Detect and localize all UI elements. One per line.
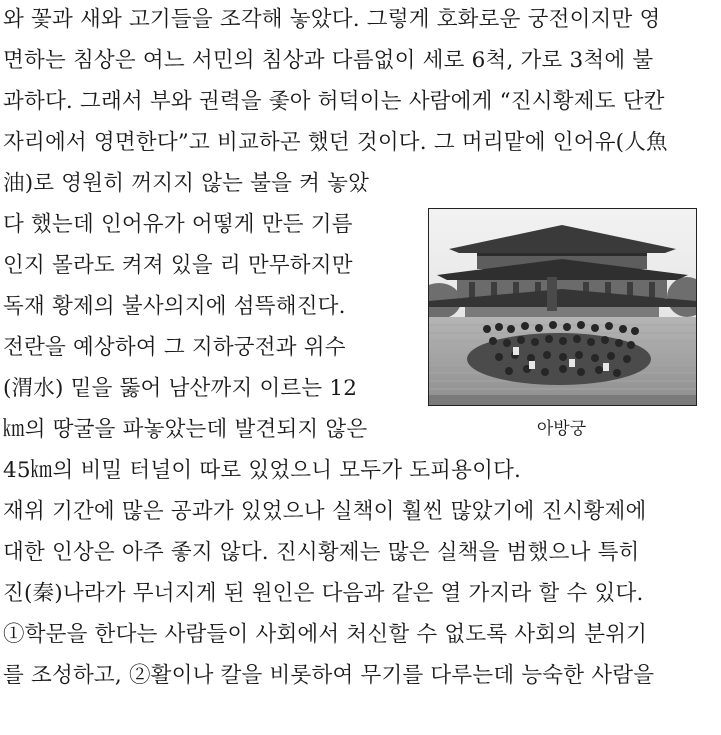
text-line: 재위 기간에 많은 공과가 있었으나 실책이 훨씬 많았기에 진시황제에 [3,499,647,524]
text-line: 45㎞의 비밀 터널이 따로 있었으니 모두가 도피용이다. [3,458,522,483]
text-line: 다 했는데 인어유가 어떻게 만든 기름 [3,212,353,237]
text-line: 와 꽃과 새와 고기들을 조각해 놓았다. 그렇게 호화로운 궁전이지만 영 [3,7,661,32]
figure-caption: 아방궁 [536,419,587,439]
text-line: 진(秦)나라가 무너지게 된 원인은 다음과 같은 열 가지라 할 수 있다. [3,581,644,606]
text-line: 독재 황제의 불사의지에 섬뜩해진다. [3,294,346,319]
text-line: 인지 몰라도 켜져 있을 리 만무하지만 [3,253,353,278]
text-line: 전란을 예상하여 그 지하궁전과 위수 [3,335,346,360]
epang-palace-photo [428,208,697,406]
text-line: 대한 인상은 아주 좋지 않다. 진시황제는 많은 실책을 범했으나 특히 [3,540,640,565]
text-line: ㎞의 땅굴을 파놓았는데 발견되지 않은 [3,417,368,442]
text-line: 면하는 침상은 여느 서민의 침상과 다름없이 세로 6척, 가로 3척에 불 [3,48,654,73]
text-line: 油)로 영원히 꺼지지 않는 불을 켜 놓았 [3,171,370,196]
text-line: (渭水) 밑을 뚫어 남산까지 이르는 12 [3,376,358,401]
text-line: 자리에서 영면한다”고 비교하곤 했던 것이다. 그 머리맡에 인어유(人魚 [3,130,668,155]
text-line: 를 조성하고, ②활이나 칼을 비롯하여 무기를 다루는데 능숙한 사람을 [3,663,655,688]
text-line: ①학문을 한다는 사람들이 사회에서 처신할 수 없도록 사회의 분위기 [3,622,648,647]
text-line: 과하다. 그래서 부와 권력을 좇아 허덕이는 사람에게 “진시황제도 단칸 [3,89,665,114]
